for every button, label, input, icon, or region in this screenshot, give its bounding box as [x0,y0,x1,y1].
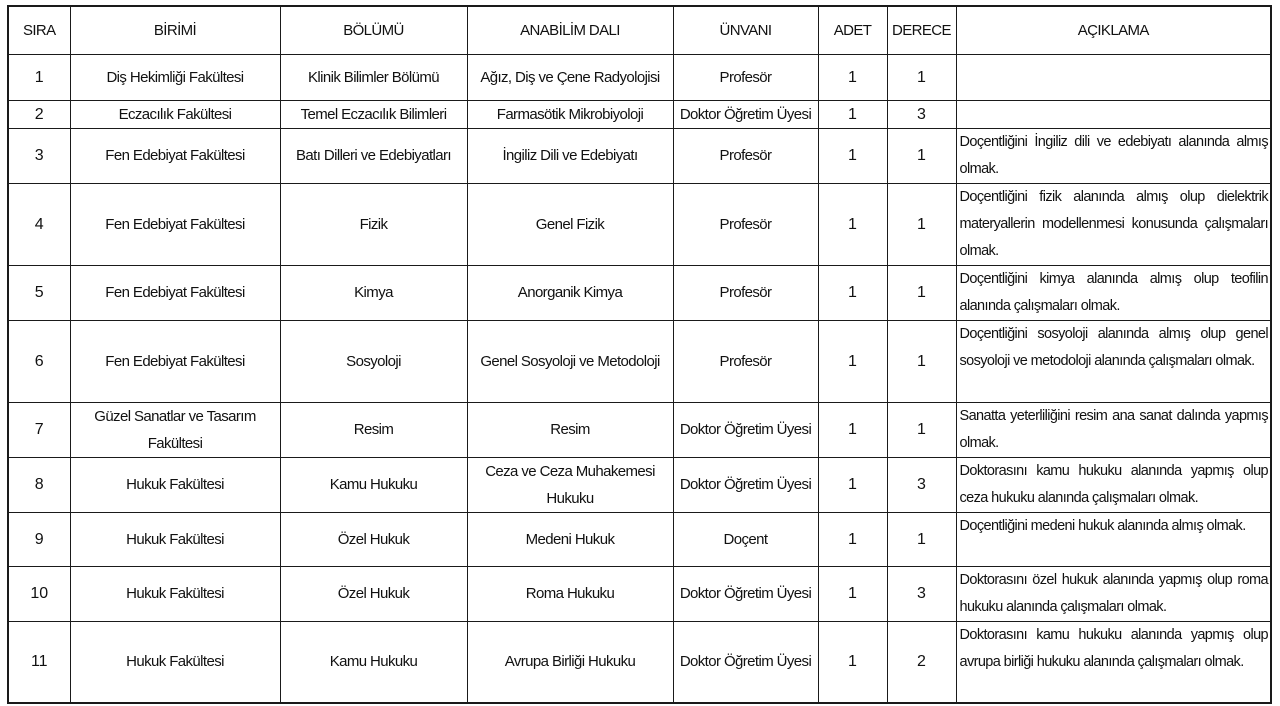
cell-aciklama [956,54,1271,100]
cell-sira: 3 [8,128,70,183]
cell-unvani: Profesör [673,128,818,183]
cell-unvani: Profesör [673,320,818,402]
table-row [8,621,1271,703]
cell-birimi: Hukuk Fakültesi [70,457,280,512]
cell-birimi: Fen Edebiyat Fakültesi [70,183,280,265]
cell-bolumu: Temel Eczacılık Bilimleri [280,100,467,128]
cell-bolumu: Kamu Hukuku [280,457,467,512]
cell-sira: 10 [8,566,70,621]
cell-sira: 5 [8,265,70,320]
header-anabilim-dali: ANABİLİM DALI [467,6,673,54]
cell-birimi: Diş Hekimliği Fakültesi [70,54,280,100]
cell-sira: 7 [8,402,70,457]
table-row [8,512,1271,566]
cell-aciklama: Doçentliğini İngiliz dili ve edebiyatı alanında almış olmak. [956,128,1271,183]
cell-adet: 1 [818,128,887,183]
cell-unvani: Doktor Öğretim Üyesi [673,566,818,621]
table-row [8,128,1271,183]
cell-derece: 1 [887,128,956,183]
cell-anabilim-dali: Farmasötik Mikrobiyoloji [467,100,673,128]
cell-anabilim-dali: Ağız, Diş ve Çene Radyolojisi [467,54,673,100]
cell-bolumu: Klinik Bilimler Bölümü [280,54,467,100]
cell-unvani: Profesör [673,183,818,265]
table-row [8,457,1271,512]
cell-unvani: Doktor Öğretim Üyesi [673,621,818,703]
cell-aciklama: Doçentliğini sosyoloji alanında almış olup genel sosyoloji ve metodoloji alanında çalışmaları olmak. [956,320,1271,402]
cell-aciklama: Doçentliğini fizik alanında almış olup dielektrik materyallerin modellenmesi konusunda çalışmaları olmak. [956,183,1271,265]
cell-birimi: Fen Edebiyat Fakültesi [70,128,280,183]
cell-adet: 1 [818,265,887,320]
table-header-row [8,6,1271,54]
cell-birimi: Hukuk Fakültesi [70,512,280,566]
header-birimi: BİRİMİ [70,6,280,54]
header-adet: ADET [818,6,887,54]
cell-anabilim-dali: Genel Sosyoloji ve Metodoloji [467,320,673,402]
header-bolumu: BÖLÜMÜ [280,6,467,54]
cell-anabilim-dali: Avrupa Birliği Hukuku [467,621,673,703]
cell-bolumu: Resim [280,402,467,457]
cell-bolumu: Sosyoloji [280,320,467,402]
cell-aciklama: Doktorasını kamu hukuku alanında yapmış olup ceza hukuku alanında çalışmaları olmak. [956,457,1271,512]
cell-derece: 1 [887,402,956,457]
cell-derece: 3 [887,566,956,621]
header-aciklama: AÇIKLAMA [956,6,1271,54]
table-row [8,402,1271,457]
cell-adet: 1 [818,621,887,703]
table-row [8,566,1271,621]
cell-anabilim-dali: Genel Fizik [467,183,673,265]
cell-birimi: Fen Edebiyat Fakültesi [70,320,280,402]
table-row [8,320,1271,402]
cell-unvani: Doktor Öğretim Üyesi [673,457,818,512]
cell-unvani: Doktor Öğretim Üyesi [673,100,818,128]
cell-bolumu: Kimya [280,265,467,320]
cell-derece: 3 [887,100,956,128]
header-derece: DERECE [887,6,956,54]
cell-birimi: Fen Edebiyat Fakültesi [70,265,280,320]
cell-adet: 1 [818,566,887,621]
cell-derece: 1 [887,54,956,100]
cell-bolumu: Batı Dilleri ve Edebiyatları [280,128,467,183]
table-row [8,100,1271,128]
cell-aciklama: Doçentliğini kimya alanında almış olup teofilin alanında çalışmaları olmak. [956,265,1271,320]
cell-unvani: Doçent [673,512,818,566]
cell-derece: 1 [887,320,956,402]
cell-adet: 1 [818,457,887,512]
cell-adet: 1 [818,512,887,566]
header-unvani: ÜNVANI [673,6,818,54]
cell-adet: 1 [818,183,887,265]
cell-adet: 1 [818,320,887,402]
cell-sira: 1 [8,54,70,100]
cell-sira: 4 [8,183,70,265]
table-row [8,183,1271,265]
cell-aciklama: Doçentliğini medeni hukuk alanında almış olmak. [956,512,1271,566]
cell-anabilim-dali: İngiliz Dili ve Edebiyatı [467,128,673,183]
cell-bolumu: Özel Hukuk [280,512,467,566]
cell-anabilim-dali: Ceza ve Ceza Muhakemesi Hukuku [467,457,673,512]
cell-unvani: Profesör [673,54,818,100]
cell-birimi: Güzel Sanatlar ve Tasarım Fakültesi [70,402,280,457]
cell-derece: 3 [887,457,956,512]
cell-derece: 1 [887,512,956,566]
cell-unvani: Profesör [673,265,818,320]
header-sira: SIRA [8,6,70,54]
table-row [8,54,1271,100]
cell-sira: 8 [8,457,70,512]
cell-aciklama: Doktorasını kamu hukuku alanında yapmış olup avrupa birliği hukuku alanında çalışmaları olmak. [956,621,1271,703]
cell-sira: 2 [8,100,70,128]
cell-sira: 11 [8,621,70,703]
cell-adet: 1 [818,402,887,457]
cell-derece: 1 [887,265,956,320]
cell-bolumu: Fizik [280,183,467,265]
staff-positions-table [7,5,1272,704]
cell-derece: 2 [887,621,956,703]
cell-adet: 1 [818,100,887,128]
cell-birimi: Hukuk Fakültesi [70,621,280,703]
table-row [8,265,1271,320]
cell-bolumu: Kamu Hukuku [280,621,467,703]
cell-anabilim-dali: Medeni Hukuk [467,512,673,566]
cell-sira: 9 [8,512,70,566]
cell-sira: 6 [8,320,70,402]
cell-aciklama [956,100,1271,128]
cell-derece: 1 [887,183,956,265]
cell-unvani: Doktor Öğretim Üyesi [673,402,818,457]
cell-adet: 1 [818,54,887,100]
cell-anabilim-dali: Roma Hukuku [467,566,673,621]
cell-birimi: Eczacılık Fakültesi [70,100,280,128]
cell-birimi: Hukuk Fakültesi [70,566,280,621]
cell-aciklama: Sanatta yeterliliğini resim ana sanat dalında yapmış olmak. [956,402,1271,457]
cell-bolumu: Özel Hukuk [280,566,467,621]
cell-aciklama: Doktorasını özel hukuk alanında yapmış olup roma hukuku alanında çalışmaları olmak. [956,566,1271,621]
cell-anabilim-dali: Resim [467,402,673,457]
cell-anabilim-dali: Anorganik Kimya [467,265,673,320]
